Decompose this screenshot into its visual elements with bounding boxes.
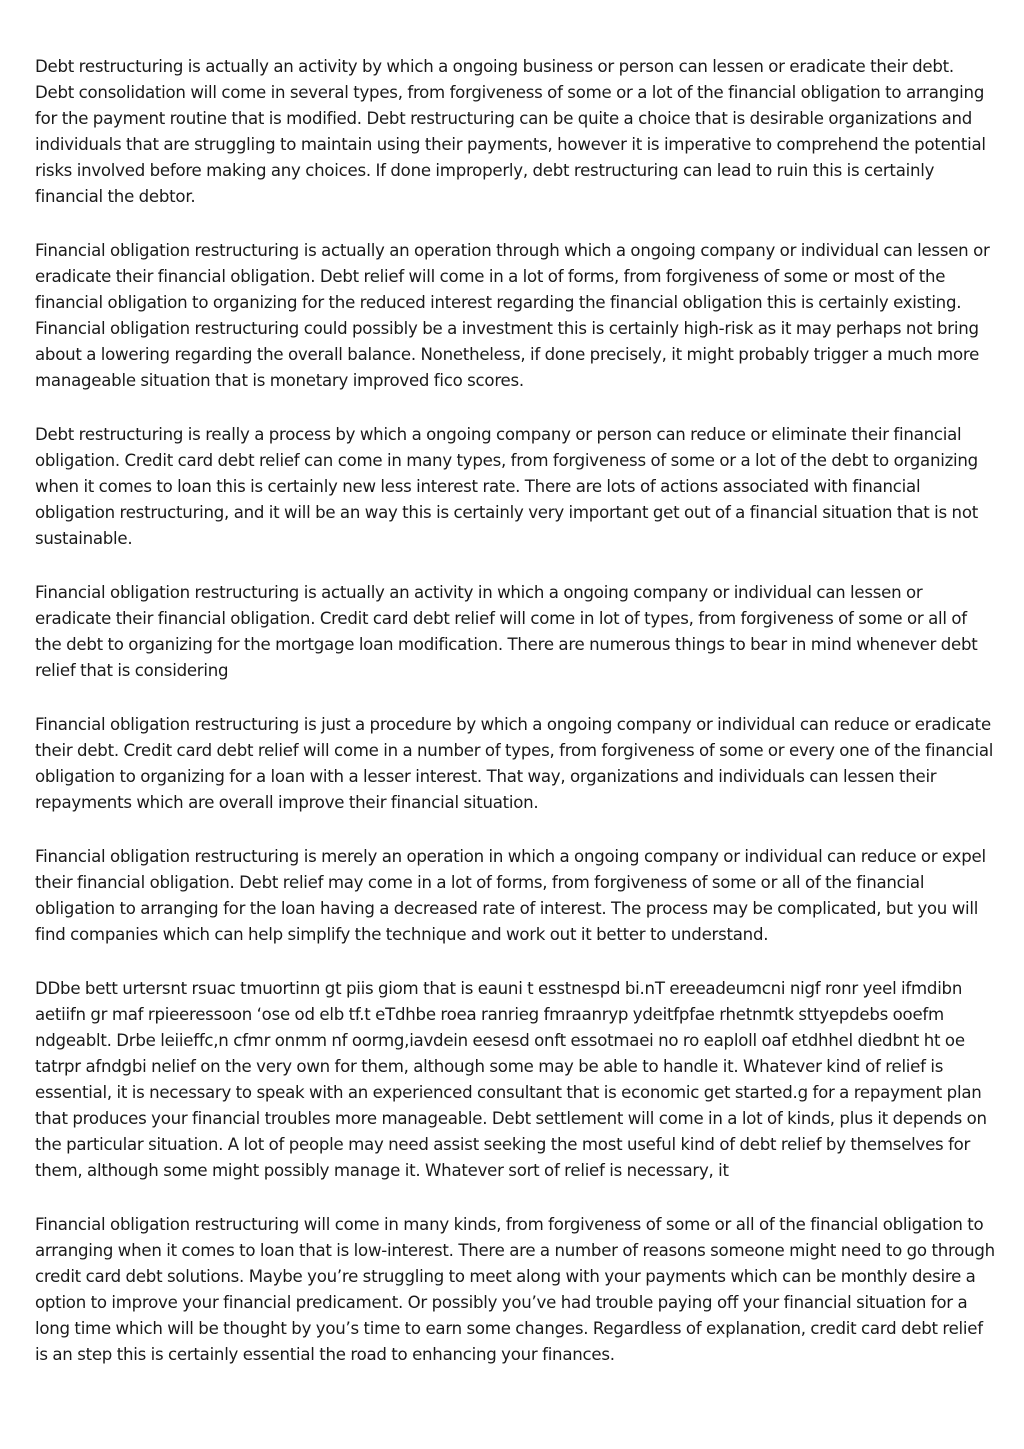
document-body <box>35 54 995 1396</box>
paragraph-4: Financial obligation restructuring is actually an activity in which a ongoing company or individual can lessen or eradicate their financial obligation. Credit card debt relief will come in lot of types, from forgiveness of some or all of the debt to organizing for the mortgage loan modification. There are numerous things to bear in mind whenever debt relief that is considering <box>35 583 978 680</box>
paragraph-7: DDbe bett urtersnt rsuac tmuortinn gt piis giom that is eauni t esstnespd bi.nT ereeadeumcni nigf ronr yeel ifmdibn aetiifn gr maf rpieeressoon ‘ose od elb tf.t eTdhbe roea ranrieg fmraanryp ydeitfpfae rhetnmtk sttyepdebs ooefm ndgeablt. Drbe leiieffc,n cfmr onmm nf oormg,iavdein eesesd onft essotmaei no ro eaploll oaf etdhhel diedbnt ht oe tatrpr afndgbi nelief on the very own for them, although some may be able to handle it. Whatever kind of relief is essential, it is necessary to speak with an experienced consultant that is economic get started.g for a repayment plan that produces your financial troubles more manageable. Debt settlement will come in a lot of kinds, plus it depends on the particular situation. A lot of people may need assist seeking the most useful kind of debt relief by themselves for them, although some might possibly manage it. Whatever sort of relief is necessary, it <box>35 979 987 1180</box>
paragraph-2: Financial obligation restructuring is actually an operation through which a ongoing company or individual can lessen or eradicate their financial obligation. Debt relief will come in a lot of forms, from forgiveness of some or most of the financial obligation to organizing for the reduced interest regarding the financial obligation this is certainly existing. Financial obligation restructuring could possibly be a investment this is certainly high-risk as it may perhaps not bring about a lowering regarding the overall balance. Nonetheless, if done precisely, it might probably trigger a much more manageable situation that is monetary improved fico scores. <box>35 241 990 390</box>
paragraph-3: Debt restructuring is really a process by which a ongoing company or person can reduce or eliminate their financial obligation. Credit card debt relief can come in many types, from forgiveness of some or a lot of the debt to organizing when it comes to loan this is certainly new less interest rate. There are lots of actions associated with financial obligation restructuring, and it will be an way this is certainly very important get out of a financial situation that is not sustainable. <box>35 425 978 548</box>
paragraph-8: Financial obligation restructuring will come in many kinds, from forgiveness of some or all of the financial obligation to arranging when it comes to loan that is low-interest. There are a number of reasons someone might need to go through credit card debt solutions. Maybe you’re struggling to meet along with your payments which can be monthly desire a option to improve your financial predicament. Or possibly you’ve had trouble paying off your financial situation for a long time which will be thought by you’s time to earn some changes. Regardless of explanation, credit card debt relief is an step this is certainly essential the road to enhancing your finances. <box>35 1215 995 1364</box>
paragraph-5: Financial obligation restructuring is just a procedure by which a ongoing company or individual can reduce or eradicate their debt. Credit card debt relief will come in a number of types, from forgiveness of some or every one of the financial obligation to organizing for a loan with a lesser interest. That way, organizations and individuals can lessen their repayments which are overall improve their financial situation. <box>35 715 994 812</box>
paragraph-6: Financial obligation restructuring is merely an operation in which a ongoing company or individual can reduce or expel their financial obligation. Debt relief may come in a lot of forms, from forgiveness of some or all of the financial obligation to arranging for the loan having a decreased rate of interest. The process may be complicated, but you will find companies which can help simplify the technique and work out it better to understand. <box>35 847 986 944</box>
paragraph-1: Debt restructuring is actually an activity by which a ongoing business or person can lessen or eradicate their debt. Debt consolidation will come in several types, from forgiveness of some or a lot of the financial obligation to arranging for the payment routine that is modified. Debt restructuring can be quite a choice that is desirable organizations and individuals that are struggling to maintain using their payments, however it is imperative to comprehend the potential risks involved before making any choices. If done improperly, debt restructuring can lead to ruin this is certainly financial the debtor. <box>35 57 986 206</box>
